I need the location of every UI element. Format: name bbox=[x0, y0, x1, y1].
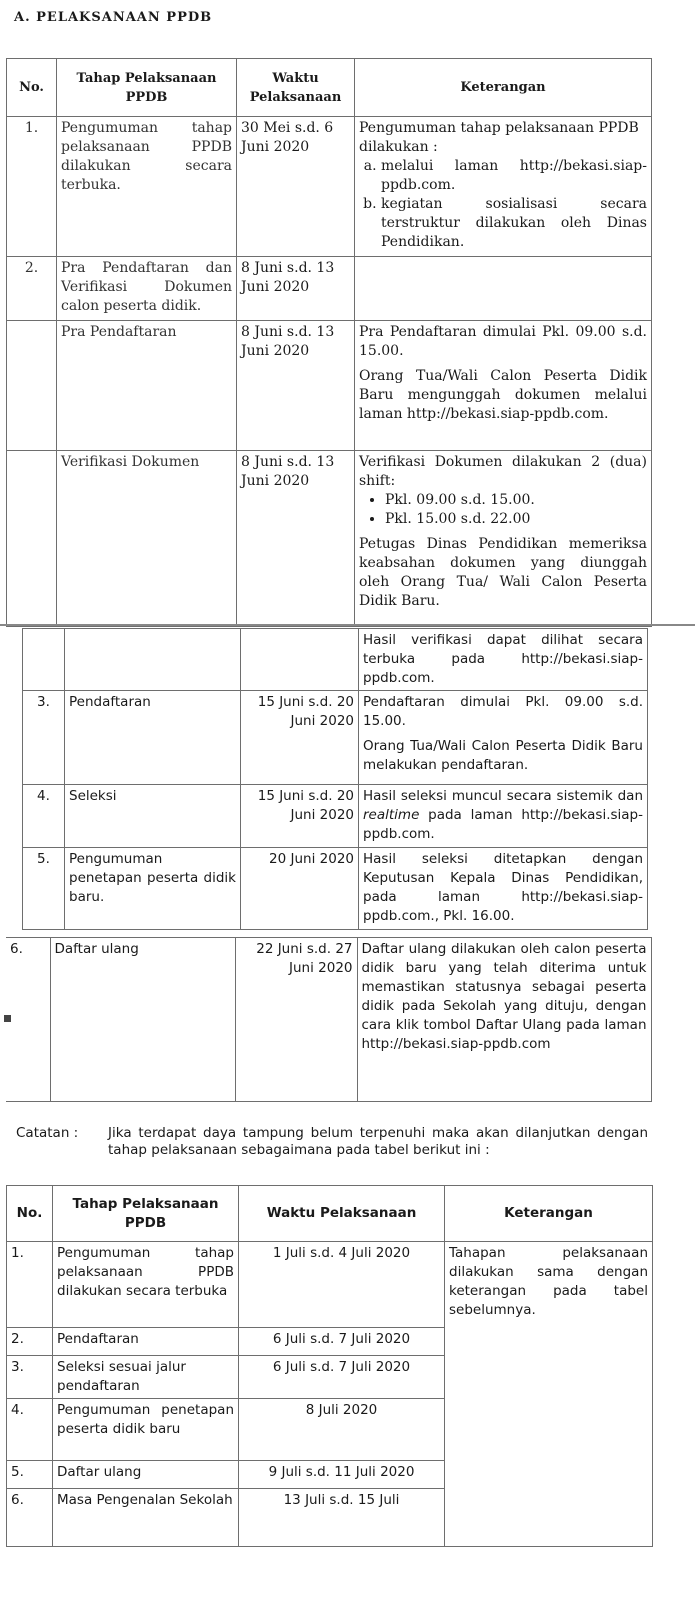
row-keterangan: Tahapan pelaksanaan dilakukan sama dengan keterangan pada tabel sebelumnya. bbox=[445, 1242, 653, 1547]
row-no: 6. bbox=[7, 1489, 53, 1547]
header-keterangan: Keterangan bbox=[445, 1186, 653, 1242]
catatan-note bbox=[16, 1125, 651, 1159]
row-waktu: 22 Juni s.d. 27 Juni 2020 bbox=[235, 938, 357, 1102]
keterangan-intro: Pengumuman tahap pelaksanaan PPDB dilakukan : bbox=[359, 120, 639, 155]
row-waktu-empty bbox=[241, 629, 359, 691]
table-header-row bbox=[7, 59, 652, 117]
shift-item: • Pkl. 09.00 s.d. 15.00. bbox=[385, 491, 647, 510]
row-keterangan bbox=[355, 451, 652, 627]
row-waktu: 1 Juli s.d. 4 Juli 2020 bbox=[239, 1242, 445, 1328]
schedule-table-daftar-ulang bbox=[6, 937, 652, 1102]
row-tahap: Pengumuman penetapan peserta didik baru. bbox=[65, 848, 241, 930]
schedule-table-main bbox=[6, 58, 652, 627]
header-no: No. bbox=[7, 59, 57, 117]
row-no-empty bbox=[7, 451, 57, 627]
table-row bbox=[7, 1242, 653, 1328]
header-keterangan: Keterangan bbox=[355, 59, 652, 117]
row-keterangan: Hasil verifikasi dapat dilihat secara terbuka pada http://bekasi.siap-ppdb.com. bbox=[359, 629, 648, 691]
table-row bbox=[7, 321, 652, 451]
row-waktu: 6 Juli s.d. 7 Juli 2020 bbox=[239, 1356, 445, 1399]
header-tahap: Tahap Pelaksanaan PPDB bbox=[53, 1186, 239, 1242]
page-separator bbox=[0, 624, 695, 626]
shift-item: • Pkl. 15.00 s.d. 22.00 bbox=[385, 510, 647, 529]
keterangan-emphasis: realtime bbox=[363, 807, 420, 823]
row-waktu: 30 Mei s.d. 6 Juni 2020 bbox=[237, 117, 355, 257]
row-keterangan bbox=[355, 117, 652, 257]
schedule-table-continued bbox=[22, 628, 648, 930]
row-no: 1. bbox=[7, 117, 57, 257]
table-row bbox=[6, 938, 651, 1102]
table-row bbox=[7, 117, 652, 257]
row-no: 3. bbox=[7, 1356, 53, 1399]
row-keterangan bbox=[355, 321, 652, 451]
row-no: 5. bbox=[23, 848, 65, 930]
row-tahap: Pra Pendaftaran dan Verifikasi Dokumen calon peserta didik. bbox=[57, 257, 237, 321]
keterangan-text: Verifikasi Dokumen dilakukan 2 (dua) shift: bbox=[359, 454, 647, 489]
row-no: 4. bbox=[23, 785, 65, 848]
row-no-empty bbox=[7, 321, 57, 451]
row-tahap: Seleksi bbox=[65, 785, 241, 848]
row-tahap: Masa Pengenalan Sekolah bbox=[53, 1489, 239, 1547]
row-tahap: Verifikasi Dokumen bbox=[57, 451, 237, 627]
row-tahap: Pengumuman penetapan peserta didik baru bbox=[53, 1399, 239, 1461]
keterangan-text: Orang Tua/Wali Calon Peserta Didik Baru melakukan pendaftaran. bbox=[363, 738, 643, 773]
row-waktu: 6 Juli s.d. 7 Juli 2020 bbox=[239, 1328, 445, 1356]
keterangan-text: Petugas Dinas Pendidikan memeriksa keabsahan dokumen yang diunggah oleh Orang Tua/ Wali Calon Peserta Didik Baru. bbox=[359, 536, 647, 609]
row-tahap: Daftar ulang bbox=[50, 938, 235, 1102]
row-tahap: Pendaftaran bbox=[53, 1328, 239, 1356]
row-no-empty bbox=[23, 629, 65, 691]
header-no: No. bbox=[7, 1186, 53, 1242]
row-waktu: 8 Juli 2020 bbox=[239, 1399, 445, 1461]
schedule-table-lanjutan bbox=[6, 1185, 653, 1547]
table-row bbox=[23, 785, 648, 848]
row-no: 1. bbox=[7, 1242, 53, 1328]
row-tahap: Pendaftaran bbox=[65, 691, 241, 785]
row-tahap: Seleksi sesuai jalur pendaftaran bbox=[53, 1356, 239, 1399]
keterangan-text: Pendaftaran dimulai Pkl. 09.00 s.d. 15.00. bbox=[363, 694, 643, 729]
table-row bbox=[23, 691, 648, 785]
table-row bbox=[7, 451, 652, 627]
row-keterangan-empty bbox=[355, 257, 652, 321]
row-waktu: 9 Juli s.d. 11 Juli 2020 bbox=[239, 1461, 445, 1489]
row-tahap-empty bbox=[65, 629, 241, 691]
note-label: Catatan : bbox=[16, 1125, 79, 1141]
header-waktu: Waktu Pelaksanaan bbox=[239, 1186, 445, 1242]
keterangan-item: a. melalui laman http://bekasi.siap-ppdb.com. bbox=[381, 157, 647, 195]
section-heading: A. PELAKSANAAN PPDB bbox=[14, 10, 213, 25]
row-waktu: 13 Juli s.d. 15 Juli bbox=[239, 1489, 445, 1547]
keterangan-text: Pra Pendaftaran dimulai Pkl. 09.00 s.d. 15.00. bbox=[359, 324, 647, 359]
note-text: Jika terdapat daya tampung belum terpenuhi maka akan dilanjutkan dengan tahap pelaksanaan sebagaimana pada tabel berikut ini : bbox=[108, 1125, 648, 1158]
row-no: 2. bbox=[7, 257, 57, 321]
row-no: 4. bbox=[7, 1399, 53, 1461]
header-tahap: Tahap Pelaksanaan PPDB bbox=[57, 59, 237, 117]
table-row bbox=[7, 257, 652, 321]
row-waktu: 8 Juni s.d. 13 Juni 2020 bbox=[237, 451, 355, 627]
keterangan-text: Orang Tua/Wali Calon Peserta Didik Baru mengunggah dokumen melalui laman http://bekasi.siap-ppdb.com. bbox=[359, 368, 647, 422]
row-keterangan: Hasil seleksi ditetapkan dengan Keputusan Kepala Dinas Pendidikan, pada laman http://bekasi.siap-ppdb.com., Pkl. 16.00. bbox=[359, 848, 648, 930]
header-waktu: Waktu Pelaksanaan bbox=[237, 59, 355, 117]
row-waktu: 15 Juni s.d. 20 Juni 2020 bbox=[241, 785, 359, 848]
row-keterangan bbox=[359, 785, 648, 848]
row-no: 6. bbox=[6, 938, 50, 1102]
row-waktu: 20 Juni 2020 bbox=[241, 848, 359, 930]
row-tahap: Pengumuman tahap pelaksanaan PPDB dilakukan secara terbuka. bbox=[57, 117, 237, 257]
keterangan-text: pada laman http://bekasi.siap-ppdb.com. bbox=[363, 807, 643, 842]
keterangan-item: b. kegiatan sosialisasi secara terstruktur dilakukan oleh Dinas Pendidikan. bbox=[381, 195, 647, 252]
table-row bbox=[23, 629, 648, 691]
row-keterangan: Daftar ulang dilakukan oleh calon peserta didik baru yang telah diterima untuk memastikan statusnya sebagai peserta didik pada Sekolah yang dituju, dengan cara klik tombol Daftar Ulang pada laman http://bekasi.siap-ppdb.com bbox=[357, 938, 651, 1102]
row-tahap: Pengumuman tahap pelaksanaan PPDB dilakukan secara terbuka bbox=[53, 1242, 239, 1328]
row-tahap: Daftar ulang bbox=[53, 1461, 239, 1489]
row-keterangan bbox=[359, 691, 648, 785]
row-no: 3. bbox=[23, 691, 65, 785]
row-waktu: 8 Juni s.d. 13 Juni 2020 bbox=[237, 321, 355, 451]
row-waktu: 15 Juni s.d. 20 Juni 2020 bbox=[241, 691, 359, 785]
row-no: 5. bbox=[7, 1461, 53, 1489]
keterangan-text: Hasil seleksi muncul secara sistemik dan bbox=[363, 788, 643, 804]
row-waktu: 8 Juni s.d. 13 Juni 2020 bbox=[237, 257, 355, 321]
row-tahap: Pra Pendaftaran bbox=[57, 321, 237, 451]
row-no: 2. bbox=[7, 1328, 53, 1356]
table-header-row bbox=[7, 1186, 653, 1242]
table-row bbox=[23, 848, 648, 930]
